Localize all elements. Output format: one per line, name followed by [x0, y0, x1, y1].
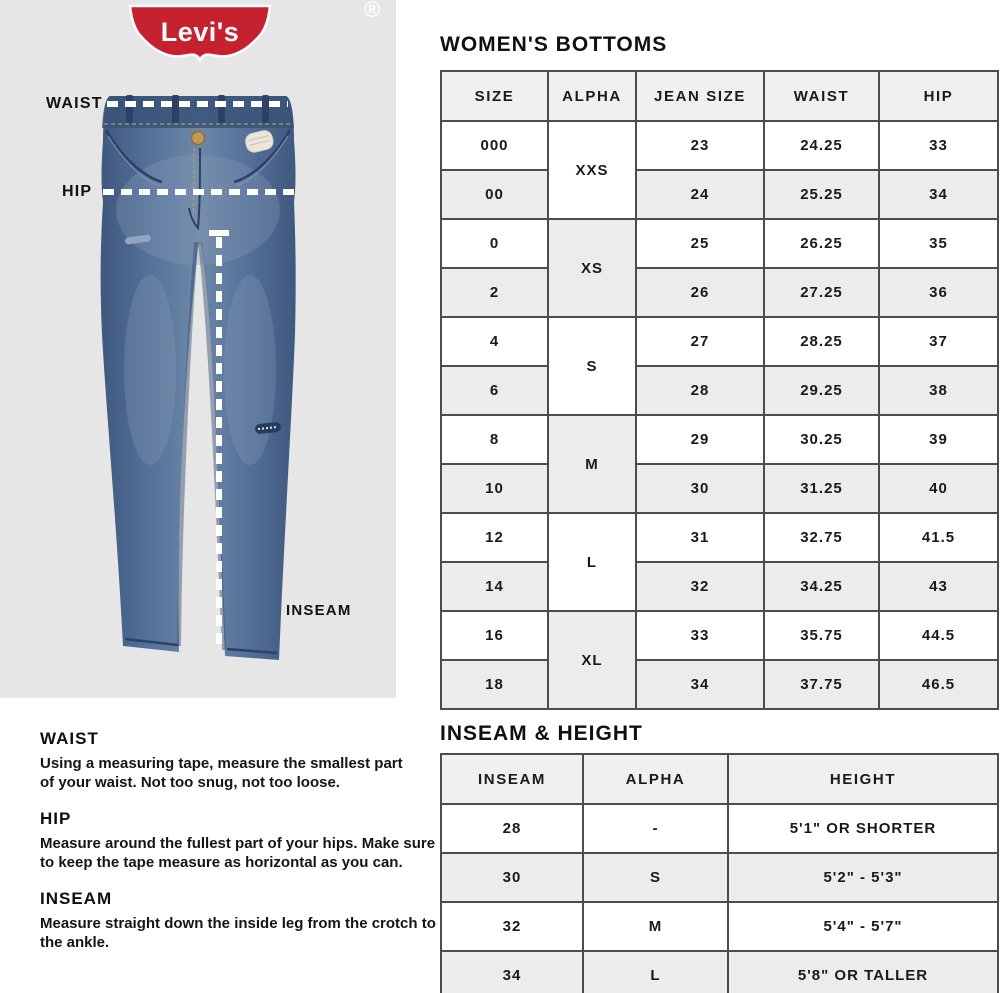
hip-measure-line: [103, 189, 294, 195]
alpha-cell: L: [583, 951, 728, 993]
header-row: [441, 71, 998, 121]
height-header: HEIGHT: [728, 754, 998, 804]
size-cell: 10: [441, 464, 548, 513]
alpha-cell: M: [583, 902, 728, 951]
registered-trademark-icon: ®: [364, 0, 381, 22]
table-row: [441, 513, 998, 562]
table-row: [441, 366, 998, 415]
inseam-instruction-text: Measure straight down the inside leg from the crotch to: [40, 915, 436, 932]
alpha-cell: S: [583, 853, 728, 902]
hip-instruction-text: Measure around the fullest part of your hips. Make sure: [40, 835, 436, 852]
table-row: [441, 611, 998, 660]
hip-cell: 36: [879, 268, 998, 317]
alpha-cell: -: [583, 804, 728, 853]
waist-cell: 31.25: [764, 464, 879, 513]
jean-size-cell: 31: [636, 513, 764, 562]
waist-cell: 26.25: [764, 219, 879, 268]
logo-text: Levi's: [160, 17, 240, 47]
hip-cell: 46.5: [879, 660, 998, 709]
size-cell: 0: [441, 219, 548, 268]
waist-cell: 34.25: [764, 562, 879, 611]
alpha-cell: L: [548, 513, 636, 611]
alpha-cell: XL: [548, 611, 636, 709]
waist-cell: 29.25: [764, 366, 879, 415]
jean-size-cell: 25: [636, 219, 764, 268]
table-row: [441, 464, 998, 513]
waist-instruction: [40, 729, 440, 792]
womens-bottoms-title: WOMEN'S BOTTOMS: [440, 33, 668, 56]
alpha-cell: XS: [548, 219, 636, 317]
size-cell: 12: [441, 513, 548, 562]
height-cell: 5'1" OR SHORTER: [728, 804, 998, 853]
size-cell: 8: [441, 415, 548, 464]
size-cell: 000: [441, 121, 548, 170]
inseam-cell: 30: [441, 853, 583, 902]
measurement-instructions: [40, 729, 440, 969]
size-header: SIZE: [441, 71, 548, 121]
hip-instruction-heading: HIP: [40, 809, 72, 828]
waist-cell: 30.25: [764, 415, 879, 464]
size-cell: 2: [441, 268, 548, 317]
inseam-instruction-text: the ankle.: [40, 934, 110, 951]
inseam-instruction-heading: INSEAM: [40, 889, 113, 908]
header-row: [441, 754, 998, 804]
size-cell: 6: [441, 366, 548, 415]
waist-instruction-heading: WAIST: [40, 729, 99, 748]
hip-cell: 33: [879, 121, 998, 170]
hip-cell: 38: [879, 366, 998, 415]
waist-diagram-label: WAIST: [46, 95, 103, 112]
size-cell: 4: [441, 317, 548, 366]
size-cell: 14: [441, 562, 548, 611]
inseam-height-title: INSEAM & HEIGHT: [440, 722, 643, 745]
height-cell: 5'2" - 5'3": [728, 853, 998, 902]
jean-size-cell: 29: [636, 415, 764, 464]
jean-size-cell: 32: [636, 562, 764, 611]
hip-cell: 41.5: [879, 513, 998, 562]
jean-size-cell: 23: [636, 121, 764, 170]
jeans-photo-panel: [0, 0, 396, 698]
size-cell: 00: [441, 170, 548, 219]
table-row: [441, 804, 998, 853]
waist-cell: 28.25: [764, 317, 879, 366]
waist-cell: 37.75: [764, 660, 879, 709]
waist-instruction-text: Using a measuring tape, measure the smallest part: [40, 755, 403, 772]
table-row: [441, 219, 998, 268]
jean-size-cell: 33: [636, 611, 764, 660]
hip-instruction-text: to keep the tape measure as horizontal as you can.: [40, 854, 403, 871]
jean-size-cell: 27: [636, 317, 764, 366]
hip-cell: 44.5: [879, 611, 998, 660]
alpha-cell: M: [548, 415, 636, 513]
waist-cell: 24.25: [764, 121, 879, 170]
hip-instruction: [40, 809, 440, 872]
jean-size-cell: 34: [636, 660, 764, 709]
hip-cell: 34: [879, 170, 998, 219]
table-row: [441, 317, 998, 366]
jean-size-header: JEAN SIZE: [636, 71, 764, 121]
hip-diagram-label: HIP: [62, 183, 93, 200]
womens-bottoms-table: [440, 70, 999, 710]
jeans-illustration-icon: [98, 90, 298, 668]
size-cell: 18: [441, 660, 548, 709]
table-row: [441, 268, 998, 317]
waist-cell: 32.75: [764, 513, 879, 562]
jeans-image: [98, 90, 298, 668]
table-row: [441, 902, 998, 951]
hip-header: HIP: [879, 71, 998, 121]
table-row: [441, 660, 998, 709]
height-cell: 5'4" - 5'7": [728, 902, 998, 951]
levis-logo: [128, 0, 381, 64]
hip-cell: 35: [879, 219, 998, 268]
waist-instruction-text: of your waist. Not too snug, not too loose.: [40, 774, 340, 791]
levis-batwing-icon: [128, 2, 272, 64]
alpha-header: ALPHA: [548, 71, 636, 121]
inseam-height-table: [440, 753, 999, 993]
alpha-header: ALPHA: [583, 754, 728, 804]
table-row: [441, 415, 998, 464]
hip-cell: 43: [879, 562, 998, 611]
inseam-cell: 34: [441, 951, 583, 993]
inseam-measure-line: [216, 237, 222, 651]
inseam-cell: 28: [441, 804, 583, 853]
jean-size-cell: 24: [636, 170, 764, 219]
table-row: [441, 951, 998, 993]
inseam-instruction: [40, 889, 440, 952]
jean-size-cell: 30: [636, 464, 764, 513]
table-row: [441, 121, 998, 170]
waist-cell: 35.75: [764, 611, 879, 660]
alpha-cell: S: [548, 317, 636, 415]
waist-cell: 27.25: [764, 268, 879, 317]
size-cell: 16: [441, 611, 548, 660]
table-row: [441, 562, 998, 611]
waist-cell: 25.25: [764, 170, 879, 219]
inseam-measure-line-top: [209, 230, 229, 236]
table-row: [441, 170, 998, 219]
hip-cell: 39: [879, 415, 998, 464]
jean-size-cell: 26: [636, 268, 764, 317]
waist-measure-line: [107, 101, 288, 107]
inseam-cell: 32: [441, 902, 583, 951]
hip-cell: 40: [879, 464, 998, 513]
alpha-cell: XXS: [548, 121, 636, 219]
height-cell: 5'8" OR TALLER: [728, 951, 998, 993]
inseam-diagram-label: INSEAM: [286, 602, 352, 619]
table-row: [441, 853, 998, 902]
inseam-header: INSEAM: [441, 754, 583, 804]
waist-header: WAIST: [764, 71, 879, 121]
jean-size-cell: 28: [636, 366, 764, 415]
hip-cell: 37: [879, 317, 998, 366]
